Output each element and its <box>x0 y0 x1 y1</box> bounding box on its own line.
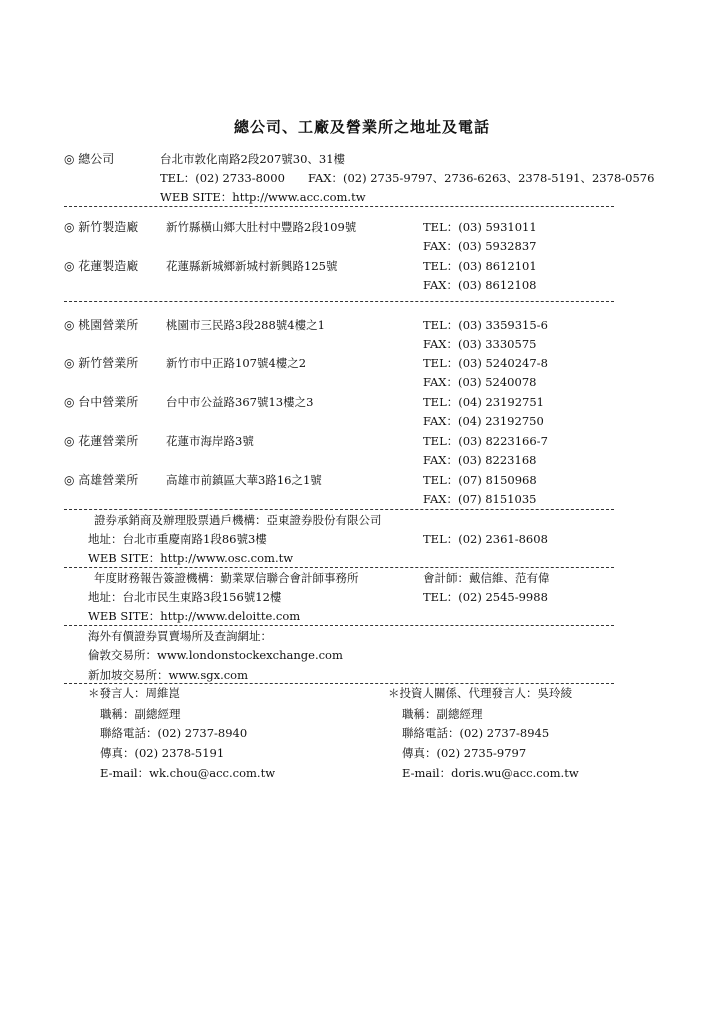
office-label: ◎ 高雄營業所 <box>64 473 139 487</box>
plant-label: ◎ 花蓮製造廠 <box>64 259 139 273</box>
separator <box>64 509 614 510</box>
separator <box>64 301 614 302</box>
plant-fax: FAX：(03) 5932837 <box>423 239 537 253</box>
plant-tel: TEL：(03) 5931011 <box>423 220 537 234</box>
overseas-heading: 海外有價證券買賣場所及查詢網址： <box>88 629 272 643</box>
office-fax: FAX：(07) 8151035 <box>423 492 537 506</box>
overseas-singapore: 新加坡交易所：www.sgx.com <box>88 668 248 682</box>
separator <box>64 567 614 568</box>
transfer-agent-web: WEB SITE：http://www.osc.com.tw <box>88 551 294 565</box>
spokesperson-title: 職稱：副總經理 <box>100 707 181 721</box>
auditor-accountants: 會計師：戴信維、范有偉 <box>423 571 550 585</box>
plant-fax: FAX：(03) 8612108 <box>423 278 537 292</box>
separator <box>64 683 614 684</box>
transfer-agent-tel: TEL：(02) 2361-8608 <box>423 532 548 546</box>
ir-phone: 聯絡電話：(02) 2737-8945 <box>402 726 550 740</box>
plant-label: ◎ 新竹製造廠 <box>64 220 139 234</box>
office-address: 高雄市前鎮區大華3路16之1號 <box>166 473 322 487</box>
hq-fax: FAX：(02) 2735-9797、2736-6263、2378-5191、2378-0576 <box>308 171 655 185</box>
office-fax: FAX：(03) 3330575 <box>423 337 537 351</box>
separator <box>64 625 614 626</box>
separator <box>64 206 614 207</box>
plant-address: 新竹縣橫山鄉大肚村中豐路2段109號 <box>166 220 357 234</box>
office-fax: FAX：(03) 8223168 <box>423 453 537 467</box>
ir-fax: 傳真：(02) 2735-9797 <box>402 746 527 760</box>
office-address: 台中市公益路367號13樓之3 <box>166 395 314 409</box>
ir-title: 職稱：副總經理 <box>402 707 483 721</box>
office-address: 花蓮市海岸路3號 <box>166 434 254 448</box>
office-fax: FAX：(03) 5240078 <box>423 375 537 389</box>
plant-address: 花蓮縣新城鄉新城村新興路125號 <box>166 259 338 273</box>
office-tel: TEL：(03) 3359315-6 <box>423 318 548 332</box>
ir-heading: ＊投資人關係、代理發言人：吳玲綾 <box>388 686 572 700</box>
spokesperson-email: E-mail：wk.chou@acc.com.tw <box>100 766 276 780</box>
office-tel: TEL：(03) 8223166-7 <box>423 434 548 448</box>
office-fax: FAX：(04) 23192750 <box>423 414 544 428</box>
office-label: ◎ 新竹營業所 <box>64 356 139 370</box>
office-address: 新竹市中正路107號4樓之2 <box>166 356 307 370</box>
office-tel: TEL：(03) 5240247-8 <box>423 356 548 370</box>
plant-tel: TEL：(03) 8612101 <box>423 259 537 273</box>
office-address: 桃園市三民路3段288號4樓之1 <box>166 318 325 332</box>
page-title: 總公司、工廠及營業所之地址及電話 <box>233 118 490 136</box>
office-tel: TEL：(07) 8150968 <box>423 473 537 487</box>
transfer-agent-address: 地址：台北市重慶南路1段86號3樓 <box>88 532 267 546</box>
auditor-tel: TEL：(02) 2545-9988 <box>423 590 548 604</box>
hq-tel: TEL：(02) 2733-8000 <box>160 171 285 185</box>
ir-email: E-mail：doris.wu@acc.com.tw <box>402 766 579 780</box>
auditor-web: WEB SITE：http://www.deloitte.com <box>88 609 301 623</box>
office-label: ◎ 台中營業所 <box>64 395 139 409</box>
overseas-london: 倫敦交易所：www.londonstockexchange.com <box>88 648 343 662</box>
hq-address: 台北市敦化南路2段207號30、31樓 <box>160 152 346 166</box>
transfer-agent-heading: 證券承銷商及辦理股票過戶機構：亞東證券股份有限公司 <box>94 513 382 527</box>
spokesperson-phone: 聯絡電話：(02) 2737-8940 <box>100 726 248 740</box>
office-label: ◎ 桃園營業所 <box>64 318 139 332</box>
spokesperson-heading: ＊發言人：周維崑 <box>88 686 180 700</box>
auditor-address: 地址：台北市民生東路3段156號12樓 <box>88 590 282 604</box>
hq-label: ◎ 總公司 <box>64 152 115 166</box>
hq-web: WEB SITE：http://www.acc.com.tw <box>160 190 366 204</box>
spokesperson-fax: 傳真：(02) 2378-5191 <box>100 746 225 760</box>
office-tel: TEL：(04) 23192751 <box>423 395 544 409</box>
auditor-heading: 年度財務報告簽證機構：勤業眾信聯合會計師事務所 <box>94 571 359 585</box>
office-label: ◎ 花蓮營業所 <box>64 434 139 448</box>
